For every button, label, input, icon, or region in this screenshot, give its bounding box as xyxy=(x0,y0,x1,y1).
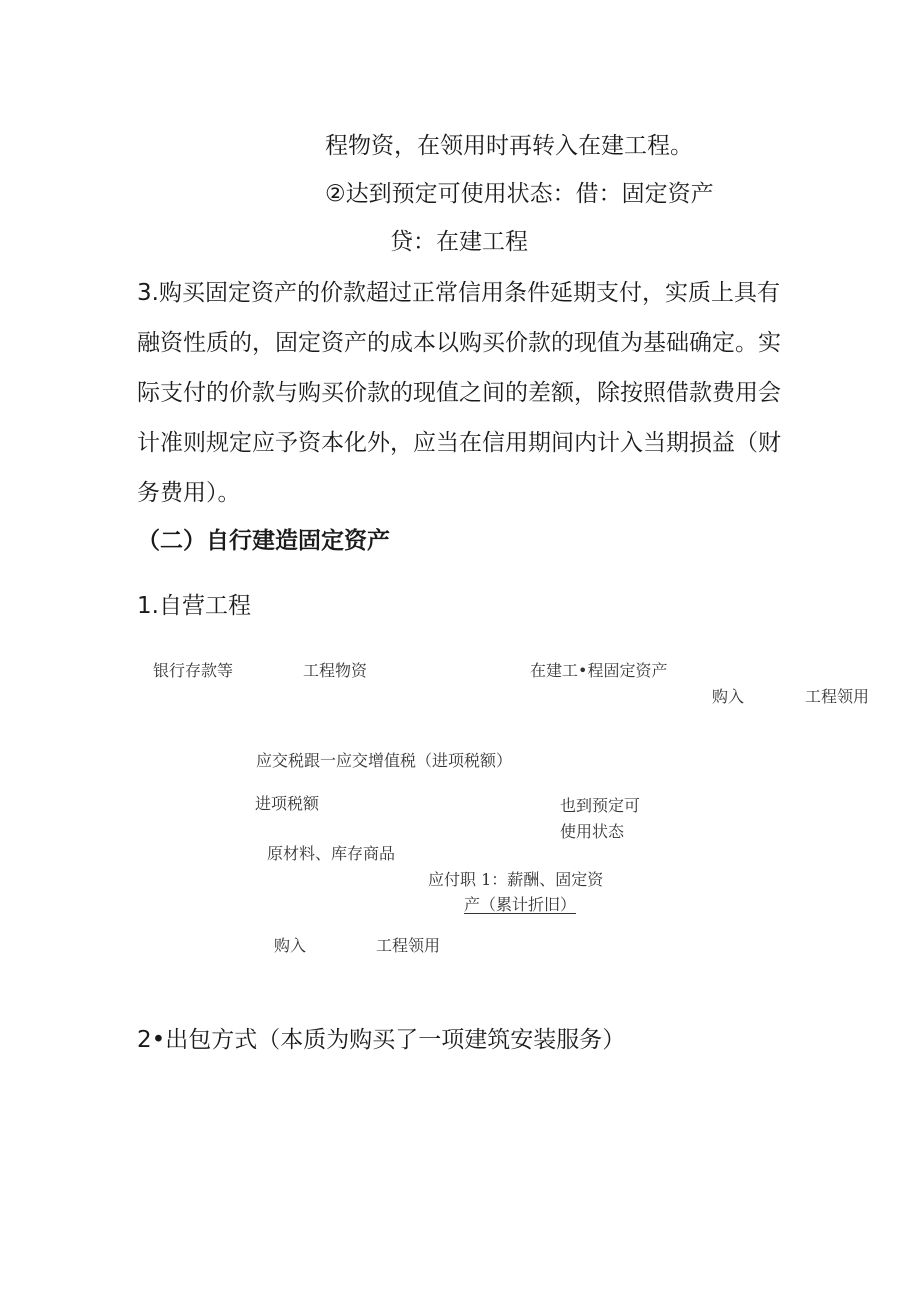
label-payroll-line-1: 应付职 1：薪酬、固定资 xyxy=(428,870,604,889)
label-input-tax: 进项税额 xyxy=(255,794,320,813)
label-bank-deposit: 银行存款等 xyxy=(153,661,234,680)
paragraph-3-line-3: 际支付的价款与购买价款的现值之间的差额，除按照借款费用会 xyxy=(137,380,781,406)
label-raw-materials: 原材料、库存商品 xyxy=(267,844,396,863)
paragraph-3-line-5: 务费用）。 xyxy=(137,480,241,506)
label-project-use-top: 工程领用 xyxy=(805,687,870,706)
paragraph-3-line-1: 3.购买固定资产的价款超过正常信用条件延期支付，实质上具有 xyxy=(137,280,780,306)
label-project-use-bottom: 工程领用 xyxy=(376,936,441,955)
paragraph-3-line-4: 计准则规定应予资本化外，应当在信用期间内计入当期损益（财 xyxy=(137,430,781,456)
label-purchase-bottom: 购入 xyxy=(274,936,307,955)
subheading-self-operated: 1.自营工程 xyxy=(137,593,251,619)
label-ready-state-line-2: 使用状态 xyxy=(560,822,625,841)
subheading-contracting: 2•出包方式（本质为购买了一项建筑安装服务） xyxy=(137,1027,626,1053)
paragraph-3-line-2: 融资性质的，固定资产的成本以购买价款的现值为基础确定。实 xyxy=(137,330,781,356)
label-engineering-materials: 工程物资 xyxy=(303,661,368,680)
intro-line-1: 程物资，在领用时再转入在建工程。 xyxy=(325,133,693,159)
intro-line-2: ②达到预定可使用状态：借：固定资产 xyxy=(325,181,714,207)
section-heading: （二）自行建造固定资产 xyxy=(137,528,390,554)
label-purchase-top: 购入 xyxy=(712,687,745,706)
label-vat-payable: 应交税跟一应交增值税（进项税额） xyxy=(256,751,513,770)
label-payroll-line-2: 产（累计折旧） xyxy=(464,895,577,914)
intro-line-3: 贷：在建工程 xyxy=(390,229,528,255)
label-ready-state-line-1: 也到预定可 xyxy=(560,796,641,815)
paragraph-3 xyxy=(137,268,797,518)
label-cip-fixed-assets: 在建工•程固定资产 xyxy=(530,661,668,680)
